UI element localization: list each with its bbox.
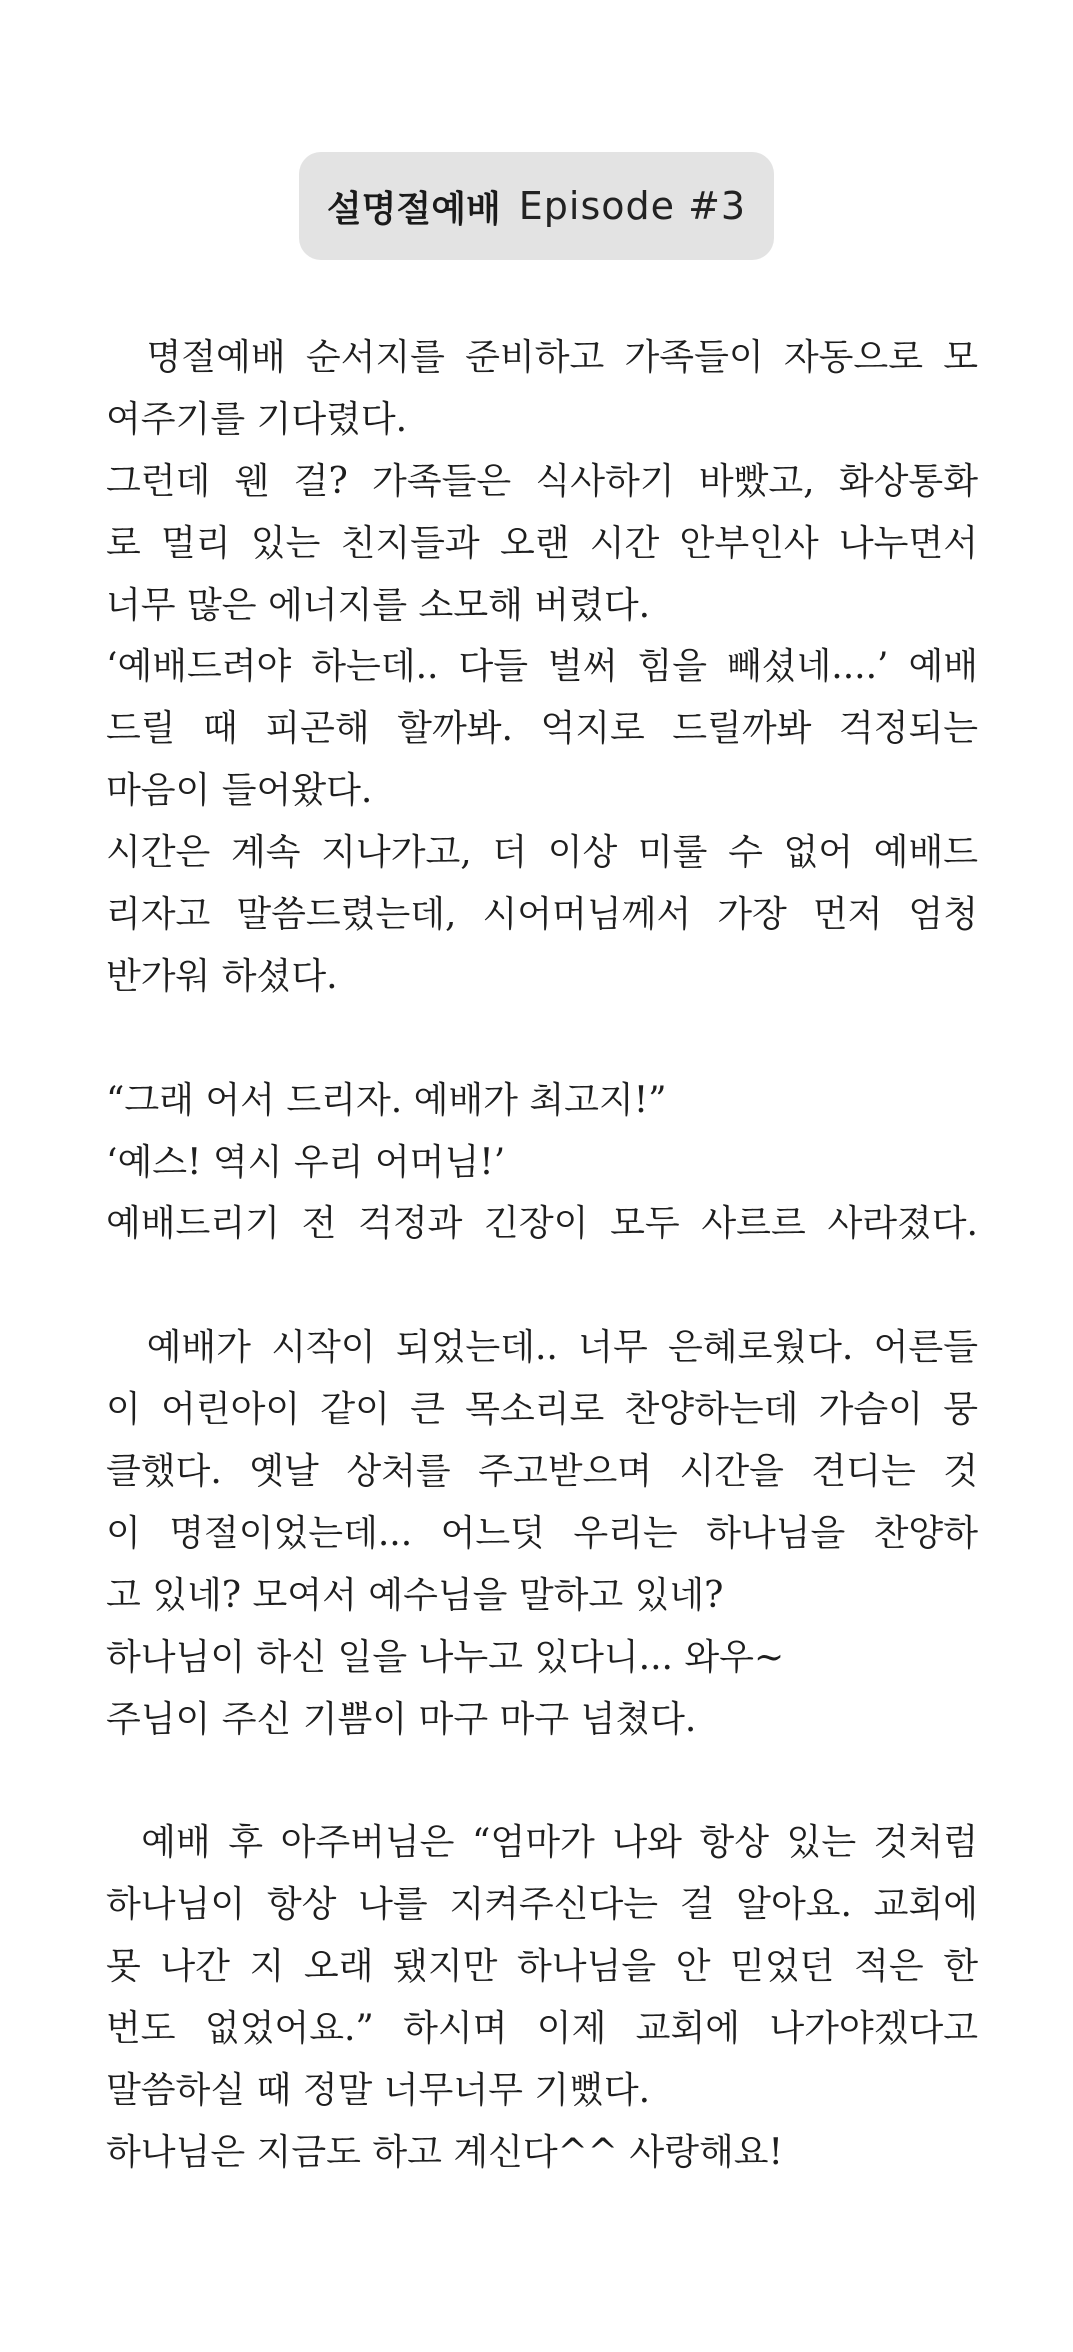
text-line: 시간은 계속 지나가고, 더 이상 미룰 수 없어 예배드: [106, 832, 978, 874]
text-line: 번도 없었어요.” 하시며 이제 교회에 나가야겠다고: [106, 2008, 978, 2050]
paragraph-spacer: [106, 1255, 978, 1317]
text-line: 이 명절이었는데... 어느덧 우리는 하나님을 찬양하: [106, 1512, 978, 1554]
paragraph-spacer: [106, 1008, 978, 1070]
text-line: 주님이 주신 기쁨이 마구 마구 넘쳤다.: [106, 1698, 697, 1740]
text-line: 예배 후 아주버님은 “엄마가 나와 항상 있는 것처럼: [106, 1822, 978, 1864]
paragraph-1: [106, 327, 978, 1008]
text-line: “그래 어서 드리자. 예배가 최고지!”: [106, 1079, 667, 1121]
text-line: ‘예스! 역시 우리 어머님!’: [106, 1141, 506, 1183]
title-korean: 설명절예배: [326, 187, 501, 230]
story-body: [106, 327, 978, 2184]
text-line: 고 있네? 모여서 예수님을 말하고 있네?: [106, 1574, 724, 1616]
text-line: 마음이 들어왔다.: [106, 770, 373, 812]
text-line: 이 어린아이 같이 큰 목소리로 찬양하는데 가슴이 뭉: [106, 1389, 978, 1431]
text-line: 하나님이 하신 일을 나누고 있다니... 와우~: [106, 1636, 785, 1678]
title-wrapper: [0, 152, 1073, 260]
text-line: 하나님은 지금도 하고 계신다^^ 사랑해요!: [106, 2131, 783, 2173]
paragraph-3: [106, 1317, 978, 1750]
paragraph-2: [106, 1070, 978, 1256]
paragraph-spacer: [106, 1750, 978, 1812]
title-episode: Episode #3: [518, 184, 747, 228]
text-line: 여주기를 기다렸다.: [106, 398, 408, 440]
text-line: 리자고 말씀드렸는데, 시어머님께서 가장 먼저 엄청: [106, 894, 978, 936]
text-line: 드릴 때 피곤해 할까봐. 억지로 드릴까봐 걱정되는: [106, 708, 978, 750]
text-line: ‘예배드려야 하는데.. 다들 벌써 힘을 빼셨네....’ 예배: [106, 646, 978, 688]
text-line: 클했다. 옛날 상처를 주고받으며 시간을 견디는 것: [106, 1451, 978, 1493]
paragraph-4: [106, 1812, 978, 2183]
title-badge: [299, 152, 774, 260]
text-line: 예배드리기 전 걱정과 긴장이 모두 사르르 사라졌다.: [106, 1203, 978, 1245]
text-line: 로 멀리 있는 친지들과 오랜 시간 안부인사 나누면서: [106, 522, 978, 564]
text-line: 반가워 하셨다.: [106, 955, 338, 997]
text-line: 너무 많은 에너지를 소모해 버렸다.: [106, 584, 651, 626]
text-line: 못 나간 지 오래 됐지만 하나님을 안 믿었던 적은 한: [106, 1946, 978, 1988]
text-line: 예배가 시작이 되었는데.. 너무 은혜로웠다. 어른들: [106, 1327, 978, 1369]
text-line: 말씀하실 때 정말 너무너무 기뻤다.: [106, 2069, 651, 2111]
text-line: 하나님이 항상 나를 지켜주신다는 걸 알아요. 교회에: [106, 1884, 978, 1926]
text-line: 그런데 웬 걸? 가족들은 식사하기 바빴고, 화상통화: [106, 460, 978, 502]
text-line: 명절예배 순서지를 준비하고 가족들이 자동으로 모: [106, 337, 978, 378]
